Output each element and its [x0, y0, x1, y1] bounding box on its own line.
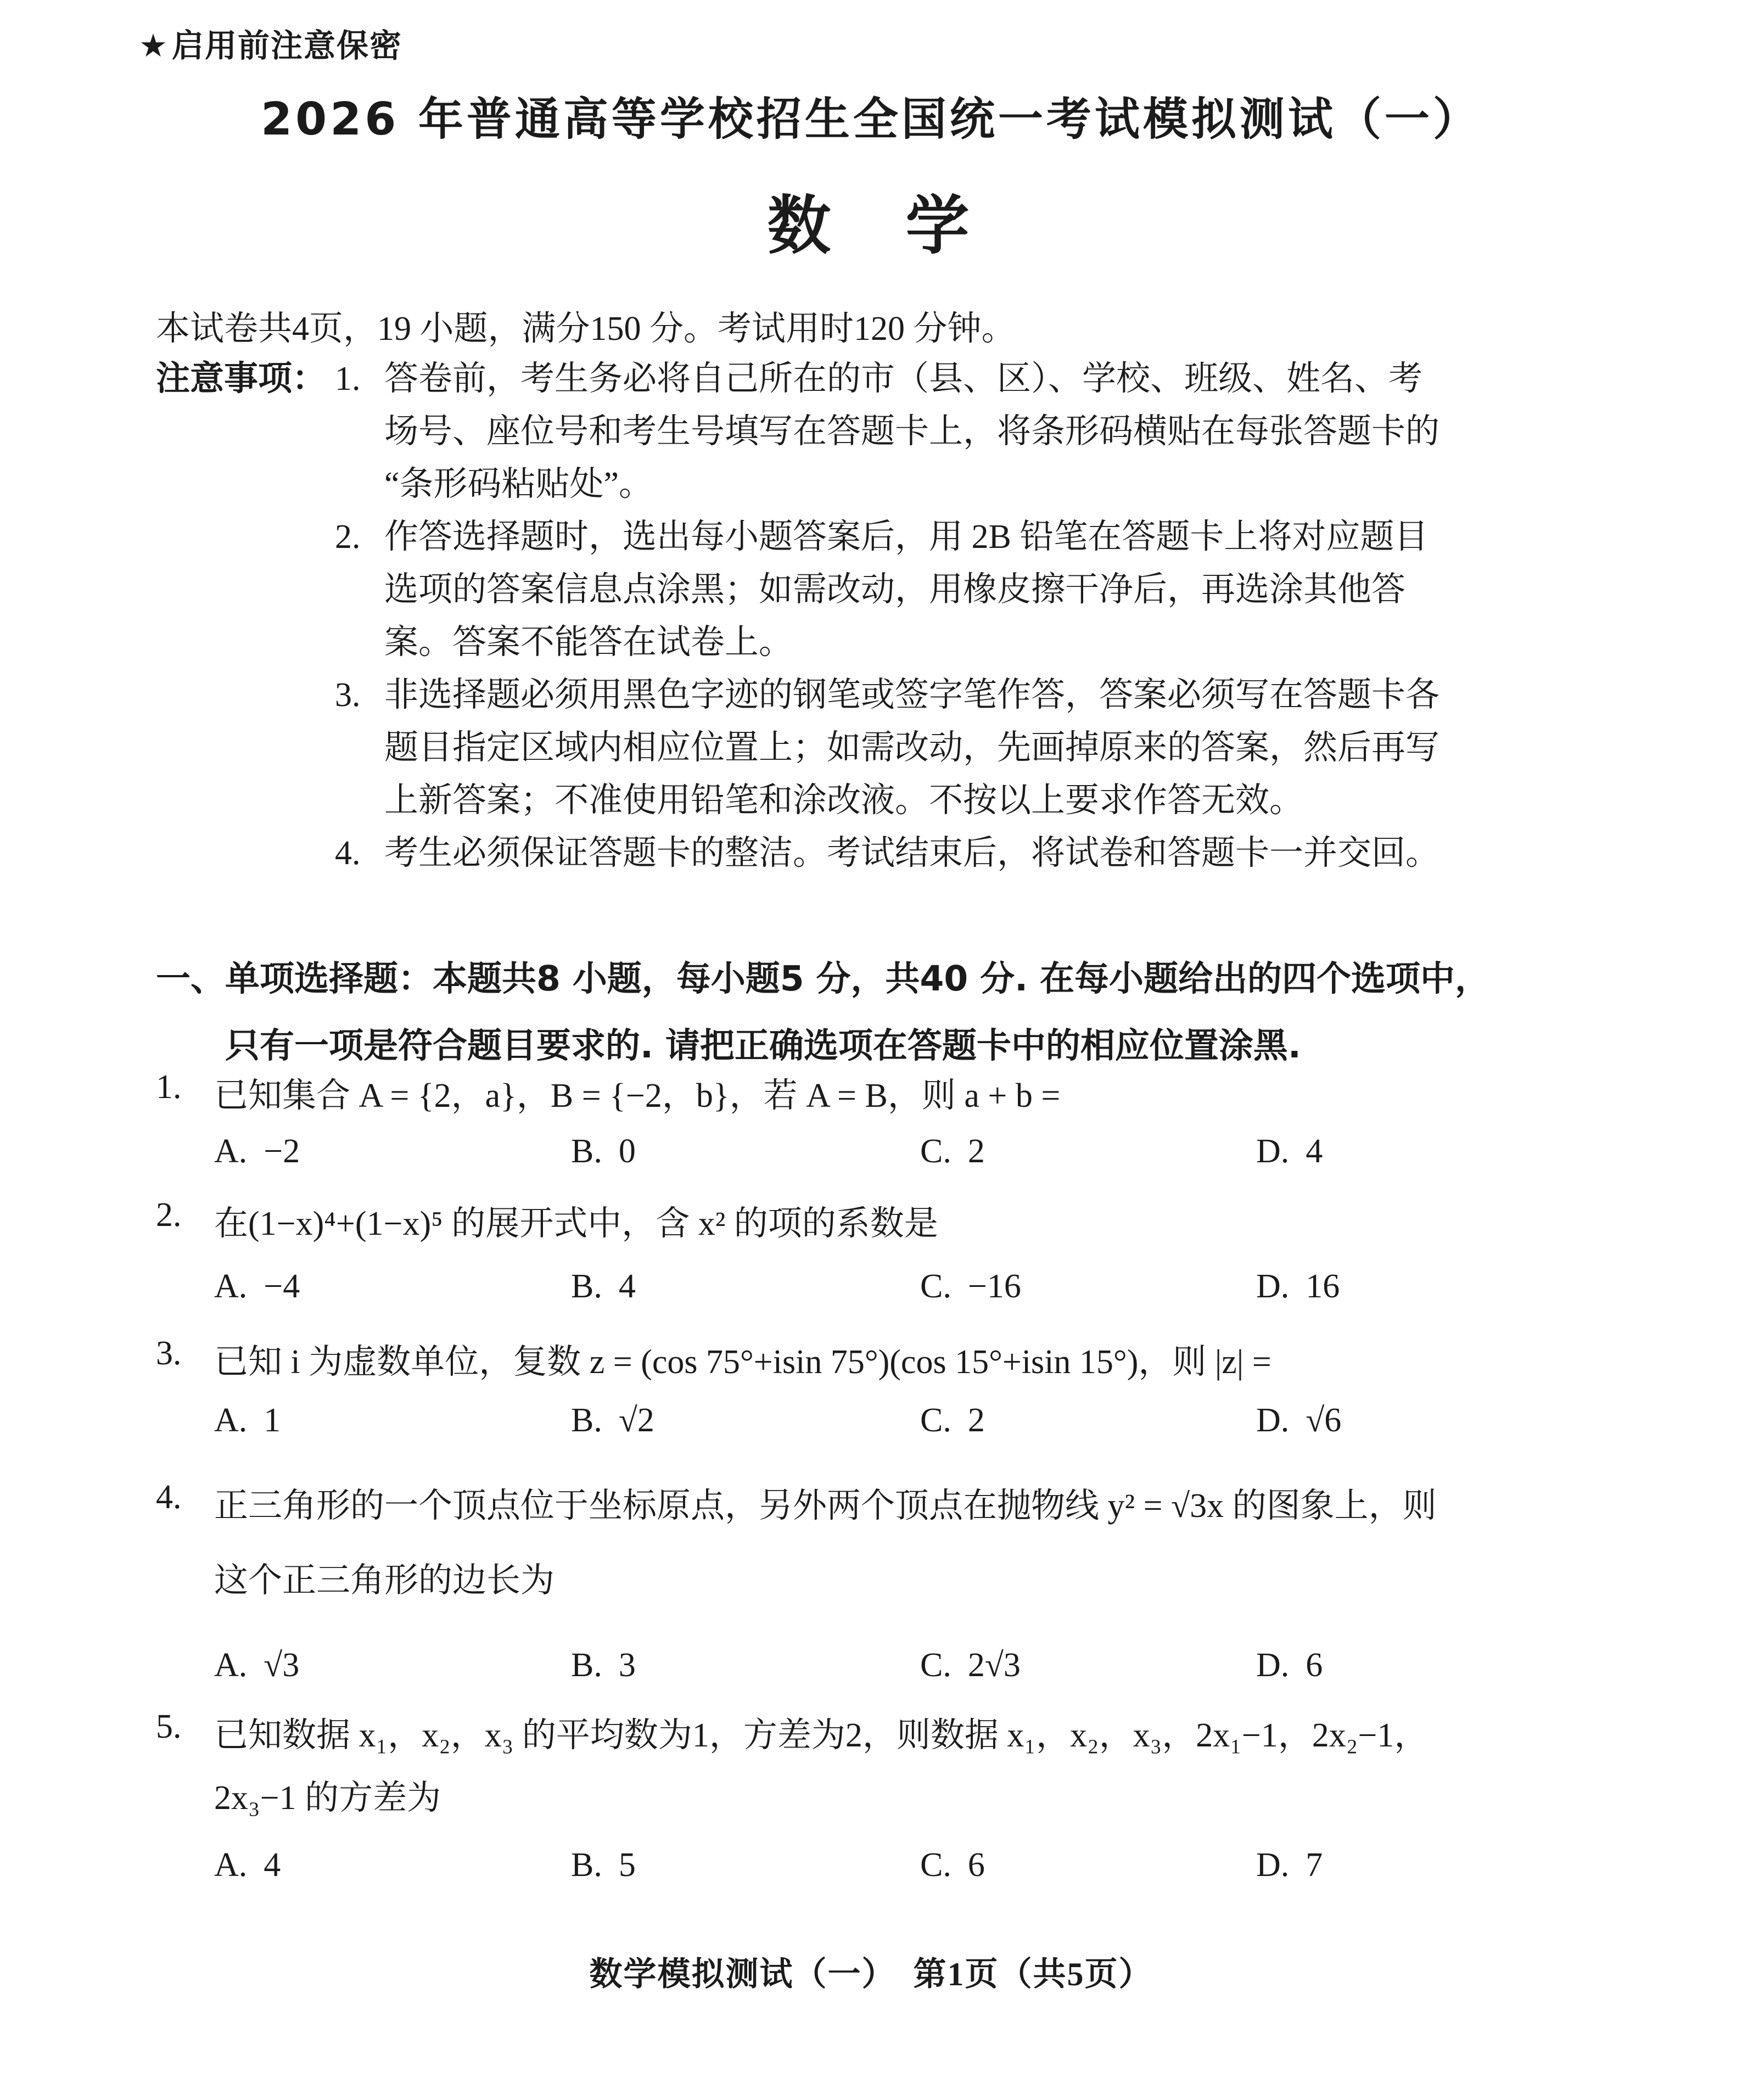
notice-item-2: [335, 511, 1594, 669]
option-label: A.: [214, 1268, 248, 1305]
question-4-option-b: [571, 1646, 920, 1685]
notice-item-number: 2.: [335, 518, 361, 556]
option-label: C.: [920, 1268, 951, 1305]
option-value: −4: [264, 1268, 300, 1305]
notice-item-text: [384, 669, 1594, 827]
option-value: 6: [967, 1846, 985, 1884]
notice-item-number: 4.: [335, 835, 361, 872]
question-4-option-a: [214, 1646, 571, 1685]
notice-line: 答卷前，考生务必将自己所在的市（县、区）、学校、班级、姓名、考: [384, 360, 1423, 397]
notice-item-text: [384, 827, 1594, 880]
option-value: 4: [618, 1268, 636, 1305]
option-value: √3: [264, 1647, 300, 1684]
question-3-line: [156, 1334, 1605, 1383]
notice-line: 上新答案；不准使用铅笔和涂改液。不按以上要求作答无效。: [384, 782, 1304, 819]
option-label: B.: [571, 1647, 602, 1684]
notice-item-3: [335, 669, 1594, 827]
question-text: 正三角形的一个顶点位于坐标原点，另外两个顶点在抛物线 y² = √3x 的图象上，则: [214, 1487, 1437, 1525]
question-number: 2.: [156, 1196, 182, 1234]
question-2-line: [156, 1196, 1605, 1245]
notice-line: 考生必须保证答题卡的整洁。考试结束后，将试卷和答题卡一并交回。: [384, 835, 1440, 872]
notice-item-number: 3.: [335, 676, 361, 714]
question-text: 已知集合 A = {2，a}，B = {−2，b}，若 A = B，则 a + b =: [214, 1077, 1061, 1115]
option-label: D.: [1256, 1846, 1290, 1884]
notice-item-1: [335, 352, 1594, 511]
notice-item-4: [335, 827, 1594, 880]
notice-line: 非选择题必须用黑色字迹的钢笔或签字笔作答，答案必须写在答题卡各: [384, 676, 1440, 714]
question-3-options: [214, 1401, 1609, 1440]
option-value: 5: [618, 1846, 636, 1884]
option-label: C.: [920, 1133, 951, 1170]
section-label: 一、: [156, 959, 225, 999]
option-value: 2√3: [967, 1647, 1021, 1684]
option-value: 4: [1306, 1133, 1323, 1170]
question-4-option-c: [920, 1646, 1256, 1685]
question-1-option-a: [214, 1132, 571, 1171]
question-5-line: [156, 1707, 1605, 1756]
option-value: √2: [618, 1402, 654, 1439]
option-value: √6: [1306, 1402, 1342, 1439]
option-label: B.: [571, 1402, 602, 1439]
option-value: −2: [264, 1133, 300, 1170]
security-note: [139, 20, 402, 66]
section-heading-line: 只有一项是符合题目要求的. 请把正确选项在答题卡中的相应位置涂黑.: [225, 1026, 1301, 1066]
question-2-options: [214, 1267, 1609, 1306]
option-value: 7: [1306, 1846, 1323, 1884]
option-value: 3: [618, 1647, 636, 1684]
option-value: 2: [967, 1133, 985, 1170]
question-4-option-d: [1256, 1646, 1609, 1685]
option-value: 6: [1306, 1647, 1323, 1684]
question-1-option-d: [1256, 1132, 1609, 1171]
question-number: 5.: [156, 1708, 182, 1745]
notice-line: 选项的答案信息点涂黑；如需改动，用橡皮擦干净后，再选涂其他答: [384, 571, 1406, 608]
option-label: C.: [920, 1846, 951, 1884]
question-4-line-2: 这个正三角形的边长为: [214, 1562, 555, 1599]
question-4-line: [156, 1478, 1605, 1527]
option-label: D.: [1256, 1402, 1290, 1439]
question-3-option-d: [1256, 1401, 1609, 1440]
notice-item-text: [384, 352, 1594, 511]
option-label: A.: [214, 1133, 248, 1170]
option-label: A.: [214, 1402, 248, 1439]
question-5-option-d: [1256, 1846, 1609, 1885]
paper-info: 本试卷共4页，19 小题，满分150 分。考试用时120 分钟。: [156, 310, 1016, 348]
option-value: 0: [618, 1133, 636, 1170]
section-heading-line: 单项选择题：本题共8 小题，每小题5 分，共40 分. 在每小题给出的四个选项中，: [225, 959, 1490, 999]
option-value: 4: [264, 1846, 281, 1884]
notice-line: 场号、座位号和考生号填写在答题卡上，将条形码横贴在每张答题卡的: [384, 413, 1440, 450]
option-label: B.: [571, 1846, 602, 1884]
option-label: A.: [214, 1647, 248, 1684]
option-value: −16: [967, 1268, 1021, 1305]
option-label: C.: [920, 1647, 951, 1684]
question-number: 3.: [156, 1335, 182, 1372]
option-label: D.: [1256, 1647, 1290, 1684]
notice-items: [335, 352, 1594, 880]
notice-line: “条形码粘贴处”。: [384, 466, 653, 503]
question-5-line-2: 2x₃−1 的方差为: [214, 1779, 441, 1817]
exam-title: 2026 年普通高等学校招生全国统一考试模拟测试（一）: [261, 93, 1481, 145]
question-1-option-b: [571, 1132, 920, 1171]
notice-line: 题目指定区域内相应位置上；如需改动，先画掉原来的答案，然后再写: [384, 729, 1440, 766]
section-one-heading: [156, 945, 1605, 1079]
question-1-option-c: [920, 1132, 1256, 1171]
question-text: 已知数据 x₁，x₂，x₃ 的平均数为1，方差为2，则数据 x₁，x₂，x₃，2x₁−1，2x₂−1，: [214, 1717, 1429, 1754]
subject-title: 数 学: [767, 189, 975, 263]
option-label: B.: [571, 1133, 602, 1170]
question-2-option-d: [1256, 1267, 1609, 1306]
question-text: 在(1−x)⁴+(1−x)⁵ 的展开式中，含 x² 的项的系数是: [214, 1205, 938, 1242]
notice-item-number: 1.: [335, 360, 361, 397]
question-1-line: [156, 1068, 1605, 1117]
option-value: 2: [967, 1402, 985, 1439]
question-text: 已知 i 为虚数单位，复数 z = (cos 75°+isin 75°)(cos 15°+isin 15°)，则 |z| =: [214, 1343, 1272, 1381]
question-number: 1.: [156, 1068, 182, 1106]
security-note-text: 启用前注意保密: [172, 27, 403, 64]
option-label: D.: [1256, 1133, 1290, 1170]
page-footer: 数学模拟测试（一） 第1页（共5页）: [589, 1956, 1153, 1992]
option-value: 1: [264, 1402, 281, 1439]
notice-block: [156, 352, 1594, 880]
question-2-option-c: [920, 1267, 1256, 1306]
option-label: A.: [214, 1846, 248, 1884]
question-number: 4.: [156, 1479, 182, 1516]
star-icon: ★: [139, 27, 169, 64]
option-label: C.: [920, 1402, 951, 1439]
question-5-option-b: [571, 1846, 920, 1885]
notice-label: 注意事项：: [156, 360, 327, 397]
question-3-option-b: [571, 1401, 920, 1440]
option-label: D.: [1256, 1268, 1290, 1305]
question-5-option-c: [920, 1846, 1256, 1885]
notice-line: 案。答案不能答在试卷上。: [384, 624, 793, 661]
question-5-options: [214, 1846, 1609, 1885]
option-value: 16: [1306, 1268, 1340, 1305]
question-3-option-c: [920, 1401, 1256, 1440]
notice-item-text: [384, 511, 1594, 669]
question-1-options: [214, 1132, 1609, 1171]
question-4-options: [214, 1646, 1609, 1685]
question-2-option-b: [571, 1267, 920, 1306]
question-3-option-a: [214, 1401, 571, 1440]
option-label: B.: [571, 1268, 602, 1305]
notice-line: 作答选择题时，选出每小题答案后，用 2B 铅笔在答题卡上将对应题目: [384, 518, 1429, 556]
question-5-option-a: [214, 1846, 571, 1885]
question-2-option-a: [214, 1267, 571, 1306]
section-heading-text: [225, 945, 1605, 1079]
